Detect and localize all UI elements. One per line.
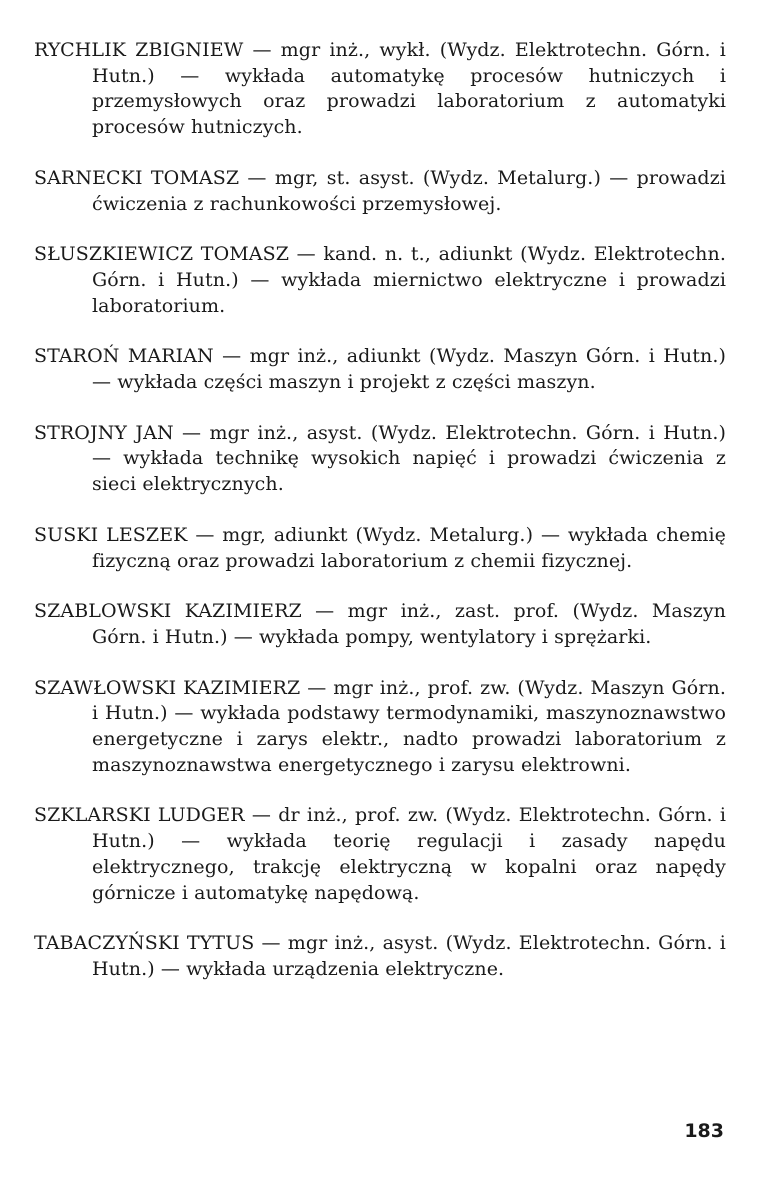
page-number: 183 [684, 1120, 724, 1142]
entry-tabaczynski: TABACZYŃSKI TYTUS — mgr inż., asyst. (Wydz. Elektrotechn. Górn. i Hutn.) — wykłada urządzenia elektryczne. [34, 932, 726, 980]
entry-szablowski: SZABLOWSKI KAZIMIERZ — mgr inż., zast. prof. (Wydz. Maszyn Górn. i Hutn.) — wykłada pompy, wentylatory i sprężarki. [34, 600, 726, 648]
entry-rychlik: RYCHLIK ZBIGNIEW — mgr inż., wykł. (Wydz. Elektrotechn. Górn. i Hutn.) — wykłada automatykę procesów hutniczych i przemysłowych oraz prowadzi laboratorium z automatyki procesów hutniczych. [34, 39, 726, 139]
entry-strojny: STROJNY JAN — mgr inż., asyst. (Wydz. Elektrotechn. Górn. i Hutn.) — wykłada technikę wysokich napięć i prowadzi ćwiczenia z sieci elektrycznych. [34, 421, 726, 496]
entry-staron: STAROŃ MARIAN — mgr inż., adiunkt (Wydz. Maszyn Górn. i Hutn.) — wykłada części maszyn i projekt z części maszyn. [34, 345, 726, 394]
entry-szawlowski: SZAWŁOWSKI KAZIMIERZ — mgr inż., prof. zw. (Wydz. Maszyn Górn. i Hutn.) — wykłada podstawy termodynamiki, maszynoznawstwo energetyczne i zarys elektr., nadto prowadzi laboratorium z maszynoznawstwa energetycznego i zarysu elektrowni. [34, 676, 726, 776]
entry-sarnecki: SARNECKI TOMASZ — mgr, st. asyst. (Wydz. Metalurg.) — prowadzi ćwiczenia z rachunkowości przemysłowej. [34, 166, 726, 215]
entry-szklarski: SZKLARSKI LUDGER — dr inż., prof. zw. (Wydz. Elektrotechn. Górn. i Hutn.) — wykłada teorię regulacji i zasady napędu elektrycznego, trakcję elektryczną w kopalni oraz napędy górnicze i automatykę napędową. [34, 804, 726, 904]
entry-sluszkiewicz: SŁUSZKIEWICZ TOMASZ — kand. n. t., adiunkt (Wydz. Elektrotechn. Górn. i Hutn.) — wykłada miernictwo elektryczne i prowadzi laboratorium. [34, 243, 726, 317]
document-page [34, 38, 726, 983]
entry-suski: SUSKI LESZEK — mgr, adiunkt (Wydz. Metalurg.) — wykłada chemię fizyczną oraz prowadzi laboratorium z chemii fizycznej. [34, 523, 726, 572]
